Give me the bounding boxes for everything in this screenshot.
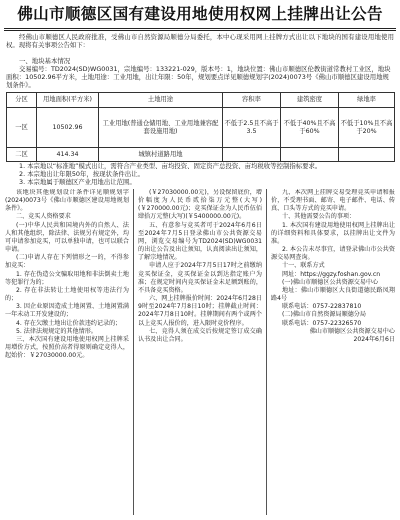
note-line: 1. 本宗地以“标准地”模式出让，需符合产业类型、亩均投资、固定资产总投资、亩均税收等控制指标要求。 — [19, 162, 322, 170]
paragraph: 该地块其他规划设计条件详见顺规划字(2024)0073号《佛山市顺德区建设用地规划条件》。 — [5, 189, 129, 213]
section-heading: 十、其他需要公告的事项： — [282, 213, 356, 221]
signature-date: 2024年6月6日 — [353, 335, 395, 343]
signature-org: 佛山市顺德区公共资源交易中心 — [309, 327, 395, 335]
column-divider — [266, 189, 267, 515]
paragraph: 1. 存在伪造公文骗取用地和非法倒卖土地等犯罪行为的； — [5, 270, 129, 286]
paragraph: 2. 本公告未尽事宜，请登录佛山市公共资源交易网查询。 — [271, 246, 395, 262]
table-cell: 二区 — [7, 148, 37, 162]
table-header-cell: 用地面积(平方米) — [37, 93, 99, 108]
basic-text: 交易编号：TD2024(SD)WG0031，宗地编号：133221-029，版本号：1，地块位置：佛山市顺德区伦教街道常教村工业区，地块面积：10502.96平方米，土地用途：工业用地，出让年限：50年，规划要点详见顺德规划字(2024)0073号《佛山市顺德区建设用地规划条件》。 — [6, 65, 391, 89]
paragraph: 五、有意参与竞买者可于2024年6月6日至2024年7月5日登录佛山市公共资源交易网，浏览交易编号为TD2024(SD)WG0031的出让公告及出让须知，认真阅读出让须知，了解宗地情况。 — [138, 221, 262, 262]
table-header-cell: 土地用途 — [99, 93, 223, 108]
paragraph: 申请人应于2024年7月5日17时之前缴纳竞买保证金，竞买保证金以到达指定账户为准；在规定时间内竞买保证金未足额到账的，不具备竞买资格。 — [138, 262, 262, 294]
paragraph: (￥27030000.00元)，另设保留底价，增价幅度为人民币贰拾柒万元整(大写)(￥270000.00元)；竞买保证金为人民币伍佰肆拾万元整(大写)(￥5400000.00元)。 — [138, 189, 262, 221]
table-cell: 不低于2.5且不高于3.5 — [223, 108, 281, 148]
parcel-table — [6, 92, 395, 162]
notes-section — [6, 162, 394, 188]
paragraph: 三、本次国有建设用地使用权网上挂牌采用增价方式，按照价高者得原则确定竞得人，起始价：￥27030000.00元。 — [5, 335, 129, 360]
table-cell — [339, 148, 395, 162]
paragraph: 九、本次网上挂牌交易受理竞买申请和报价，不受理书面、邮寄、电子邮件、电话、传真、口头等方式的竞买申请。 — [271, 189, 395, 213]
section-heading: 二、竞买人资格要求 — [16, 213, 71, 221]
table-cell: 一区 — [7, 108, 37, 148]
title-divider-secondary — [4, 30, 396, 31]
paragraph: 3. 因企业原因造成土地闲置、土地闲置满一年未动工开发建设的； — [5, 303, 129, 319]
intro-paragraph: 经佛山市顺德区人民政府批准，受佛山市自然资源局顺德分局委托，本中心现采用网上挂牌方式出让以下地块的国有建设用地使用权。现将有关事项公告如下： — [6, 33, 394, 49]
column-divider — [133, 189, 134, 515]
table-row — [7, 108, 395, 148]
paragraph: 4. 存在欠缴土地出让价款违约记录的； — [16, 319, 122, 327]
contact-org: (一)佛山市顺德区公共资源交易中心 — [282, 278, 379, 286]
note-line: 3. 本宗地属于顺德区产业用地出让范围。 — [19, 178, 136, 186]
note-line: 2. 本宗地出让年限50年，按现状条件出让。 — [19, 170, 144, 178]
notice-title: 佛山市顺德区国有建设用地使用权网上挂牌出让公告 — [17, 5, 383, 23]
table-cell: 不低于40%且不高于60% — [281, 108, 339, 148]
section-heading: 十一、联系方式 — [282, 262, 325, 270]
contact-phone: 联系电话：0757-22837810 — [282, 303, 362, 311]
paragraph: 1. 本次国有建设用地使用权网上挂牌出让的详细资料和具体要求，以挂牌出让文件为准。 — [271, 221, 395, 245]
table-header-cell: 分区 — [7, 93, 37, 108]
table-header-cell: 建筑密度 — [281, 93, 339, 108]
basic-heading: 一、地块基本情况 — [19, 57, 71, 65]
text-column-middle — [138, 189, 262, 515]
paragraph: 2. 存在非法转让土地使用权等违法行为的； — [5, 286, 129, 303]
table-cell — [281, 148, 339, 162]
table-cell — [223, 148, 281, 162]
paragraph: 六、网上挂牌报价时间：2024年6月28日9时至2024年7月8日10时；挂牌截止时间：2024年7月8日10时。挂牌期间有两个或两个以上竞买人报价的，进入限时竞价程序。 — [138, 295, 262, 327]
contact-phone: 联系电话：0757-22326570 — [282, 319, 362, 327]
table-cell: 工业用地(普通仓储用地、工业用地兼容配套设施用地) — [99, 108, 223, 148]
contact-org: (二)佛山市自然资源局顺德分局 — [282, 311, 366, 319]
table-row — [7, 148, 395, 162]
paragraph: (一)中华人民共和国境内外的自然人、法人和其他组织，除法律、法规另有规定外，均可申请参加竞买，可以单独申请，也可以联合申请。 — [5, 221, 129, 254]
paragraph: 七、竞得人须在成交后按规定签订成交确认书及出让合同。 — [138, 327, 262, 343]
paragraph: 5. 法律法规规定的其他情形。 — [16, 327, 97, 335]
table-header-row — [7, 93, 395, 108]
website-link[interactable]: 网址：https://ggzy.foshan.gov.cn — [282, 270, 381, 278]
table-cell: 10502.96 — [37, 108, 99, 148]
table-cell: 414.34 — [37, 148, 99, 162]
table-cell: 城镇村道路用地 — [99, 148, 223, 162]
text-column-left — [5, 189, 129, 515]
table-cell: 不低于10%且不高于20% — [339, 108, 395, 148]
table-header-cell: 绿地率 — [339, 93, 395, 108]
contact-address: 地址：佛山市顺德区大良街道德民路凤翔路4号 — [271, 286, 395, 303]
text-column-right — [271, 189, 395, 515]
table-header-cell: 容积率 — [223, 93, 281, 108]
title-divider — [4, 28, 396, 29]
basic-section — [6, 57, 394, 91]
paragraph: (二)申请人存在下列情形之一的，不得参加竞买： — [5, 254, 129, 270]
